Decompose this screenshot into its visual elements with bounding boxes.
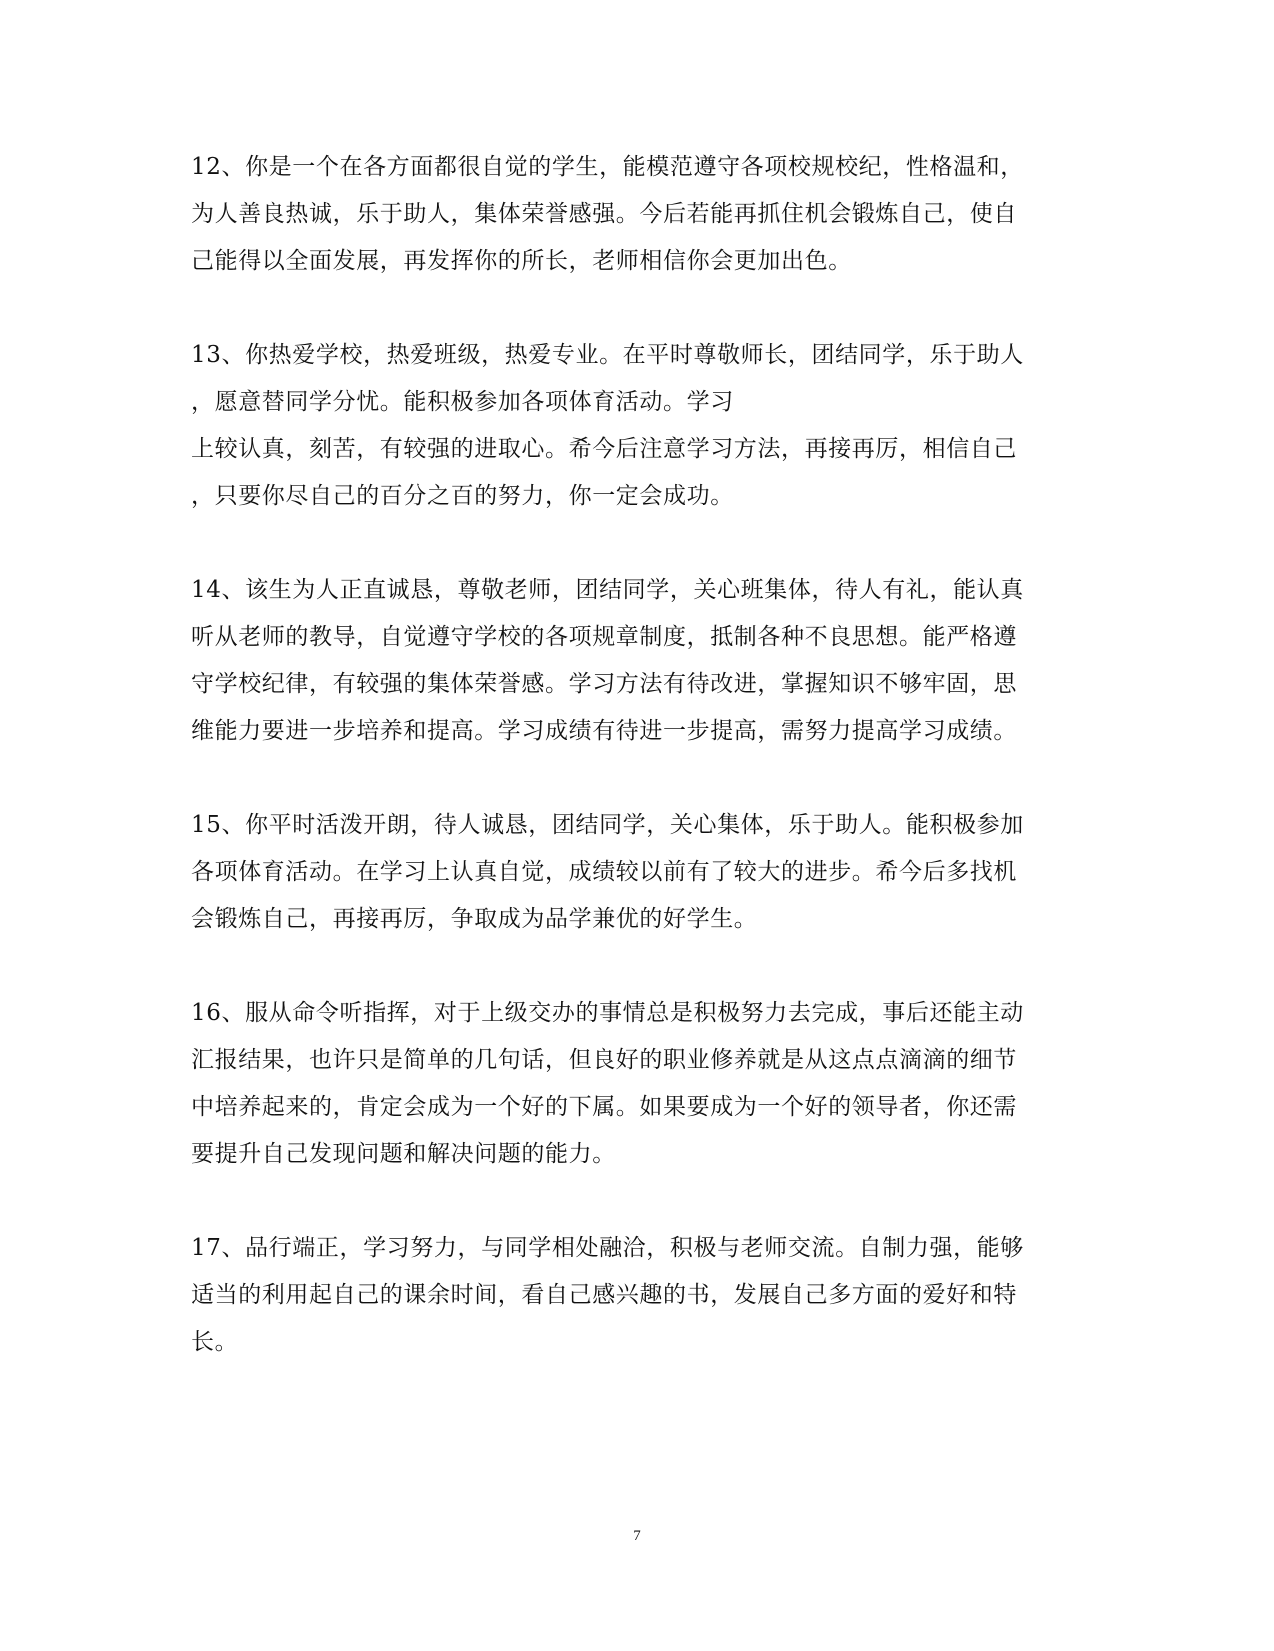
paragraph-line: 14、该生为人正直诚恳，尊敬老师，团结同学，关心班集体，待人有礼，能认真 bbox=[191, 577, 1024, 603]
page-number: 7 bbox=[633, 1528, 641, 1544]
paragraph-line: 守学校纪律，有较强的集体荣誉感。学习方法有待改进，掌握知识不够牢固，思 bbox=[191, 671, 1017, 697]
paragraph-line: 为人善良热诚，乐于助人，集体荣誉感强。今后若能再抓住机会锻炼自己，使自 bbox=[191, 201, 1017, 227]
paragraph-line: 12、你是一个在各方面都很自觉的学生，能模范遵守各项校规校纪，性格温和， bbox=[191, 154, 1024, 180]
paragraph-line: 17、品行端正，学习努力，与同学相处融洽，积极与老师交流。自制力强，能够 bbox=[191, 1235, 1024, 1261]
paragraph-line: 长。 bbox=[191, 1329, 239, 1355]
paragraph-line: 16、服从命令听指挥，对于上级交办的事情总是积极努力去完成，事后还能主动 bbox=[191, 1000, 1024, 1026]
paragraph-line: 中培养起来的，肯定会成为一个好的下属。如果要成为一个好的领导者，你还需 bbox=[191, 1094, 1017, 1120]
paragraph-line: 15、你平时活泼开朗，待人诚恳，团结同学，关心集体，乐于助人。能积极参加 bbox=[191, 812, 1024, 838]
paragraph-line: 会锻炼自己，再接再厉，争取成为品学兼优的好学生。 bbox=[191, 906, 758, 932]
paragraph-line: 适当的利用起自己的课余时间，看自己感兴趣的书，发展自己多方面的爱好和特 bbox=[191, 1282, 1017, 1308]
paragraph-line: ，只要你尽自己的百分之百的努力，你一定会成功。 bbox=[191, 483, 734, 509]
paragraph-line: 要提升自己发现问题和解决问题的能力。 bbox=[191, 1141, 616, 1167]
paragraph-line: 维能力要进一步培养和提高。学习成绩有待进一步提高，需努力提高学习成绩。 bbox=[191, 718, 1017, 744]
paragraph-line: 上较认真，刻苦，有较强的进取心。希今后注意学习方法，再接再厉，相信自己 bbox=[191, 436, 1017, 462]
paragraph-line: 己能得以全面发展，再发挥你的所长，老师相信你会更加出色。 bbox=[191, 248, 852, 274]
paragraph-line: 汇报结果，也许只是简单的几句话，但良好的职业修养就是从这点点滴滴的细节 bbox=[191, 1047, 1017, 1073]
paragraph-line: 听从老师的教导，自觉遵守学校的各项规章制度，抵制各种不良思想。能严格遵 bbox=[191, 624, 1017, 650]
paragraph-line: 13、你热爱学校，热爱班级，热爱专业。在平时尊敬师长，团结同学，乐于助人 bbox=[191, 342, 1024, 368]
paragraph-line: 各项体育活动。在学习上认真自觉，成绩较以前有了较大的进步。希今后多找机 bbox=[191, 859, 1017, 885]
paragraph-line: ，愿意替同学分忧。能积极参加各项体育活动。学习 bbox=[191, 389, 734, 415]
